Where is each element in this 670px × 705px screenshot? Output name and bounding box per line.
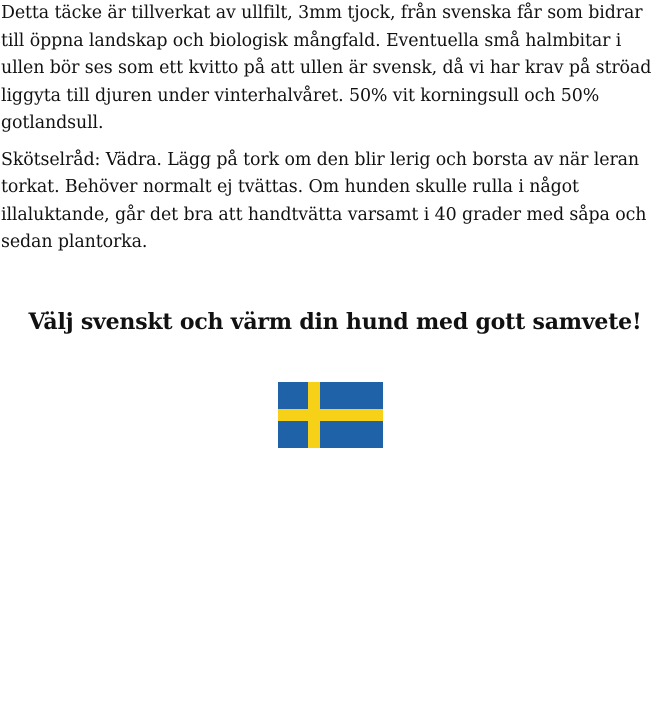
care-instructions-paragraph: Skötselråd: Vädra. Lägg på tork om den blir lerig och borsta av när leran torkat. Behöver normalt ej tvättas. Om hunden skulle rulla i något illaluktande, går det bra att handtvätta varsamt i 40 grader med såpa och sedan plantorka. [1, 149, 647, 252]
product-text [1, 0, 667, 257]
flag-cross-horizontal [278, 409, 383, 421]
swedish-flag-icon [278, 382, 383, 448]
description-paragraph: Detta täcke är tillverkat av ullfilt, 3mm tjock, från svenska får som bidrar till öppna landskap och biologisk mångfald. Eventuella små halmbitar i ullen bör ses som ett kvitto på att ullen är svensk, då vi har krav på ströad liggyta till djuren under vinterhalvåret. 50% vit korningsull och 50% gotlandsull. [1, 3, 652, 133]
slogan-heading: Välj svenskt och värm din hund med gott samvete! [28, 309, 642, 335]
